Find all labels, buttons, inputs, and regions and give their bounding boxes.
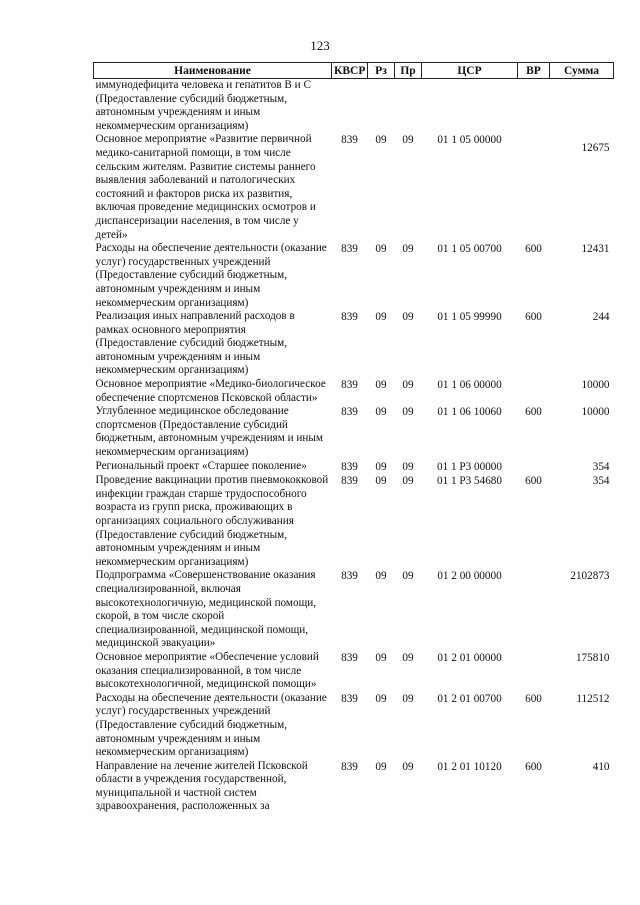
- table-row: [94, 474, 614, 569]
- column-header-name: Наименование: [94, 63, 332, 79]
- row-csr: 01 1 05 00700: [437, 243, 502, 256]
- row-vr: [518, 651, 550, 692]
- row-kvsr: 839: [341, 651, 358, 664]
- row-csr: 01 2 00 00000: [437, 570, 502, 583]
- row-name: Основное мероприятие «Обеспечение условий оказания специализированной, в том числе высокотехнологичной, медицинской помощи»: [95, 650, 319, 691]
- table-row: [94, 378, 614, 405]
- row-pr: 09: [402, 651, 414, 664]
- row-sum: 112512: [576, 692, 610, 705]
- row-pr: 09: [402, 311, 414, 324]
- table-row: [94, 310, 614, 378]
- row-csr: 01 1 P3 54680: [437, 475, 502, 488]
- column-header-rz: Рз: [368, 63, 395, 79]
- row-vr: [518, 569, 550, 651]
- row-rz: 09: [375, 460, 387, 473]
- row-rz: 09: [375, 475, 387, 488]
- row-vr: 600: [525, 692, 542, 705]
- row-vr: [518, 133, 550, 242]
- table-header: [94, 63, 614, 79]
- row-kvsr: 839: [341, 475, 358, 488]
- row-kvsr: 839: [341, 379, 358, 392]
- table-row: [94, 569, 614, 651]
- table-row: [94, 133, 614, 242]
- row-pr: 09: [402, 570, 414, 583]
- row-pr: 09: [402, 460, 414, 473]
- row-name: Региональный проект «Старшее поколение»: [95, 459, 307, 472]
- row-name: Углубленное медицинское обследование спортсменов (Предоставление субсидий бюджетным, автономным учреждениям и иным некоммерческим организациям): [95, 405, 323, 459]
- row-sum: 354: [592, 475, 610, 488]
- row-rz: 09: [375, 406, 387, 419]
- row-vr: [518, 460, 550, 475]
- row-name: Расходы на обеспечение деятельности (оказание услуг) государственных учреждений (Предоставление субсидий бюджетным, автономным учреждениям и иным некоммерческим организациям): [95, 691, 327, 759]
- table-row: [94, 242, 614, 310]
- table-row: [94, 460, 614, 475]
- row-pr: 09: [402, 475, 414, 488]
- table-row: [94, 651, 614, 692]
- row-rz: 09: [375, 651, 387, 664]
- table-body: [94, 79, 614, 815]
- row-pr: [395, 79, 422, 134]
- row-kvsr: 839: [341, 760, 358, 773]
- row-pr: 09: [402, 134, 414, 147]
- row-sum: 10000: [581, 379, 610, 392]
- row-pr: 09: [402, 243, 414, 256]
- row-rz: 09: [375, 311, 387, 324]
- row-sum: 354: [592, 460, 610, 473]
- row-rz: 09: [375, 760, 387, 773]
- row-kvsr: 839: [341, 243, 358, 256]
- row-vr: [518, 378, 550, 405]
- table-row: [94, 692, 614, 760]
- row-sum: 244: [592, 311, 610, 324]
- row-kvsr: 839: [341, 134, 358, 147]
- column-header-sum: Сумма: [550, 63, 614, 79]
- row-pr: 09: [402, 406, 414, 419]
- row-name: Расходы на обеспечение деятельности (оказание услуг) государственных учреждений (Предоставление субсидий бюджетным, автономным учреждениям и иным некоммерческим организациям): [95, 242, 327, 309]
- row-csr: 01 1 P3 00000: [437, 460, 502, 473]
- row-csr: [422, 79, 518, 134]
- row-rz: [368, 79, 395, 134]
- row-pr: 09: [402, 760, 414, 773]
- row-csr: 01 2 01 00700: [437, 692, 502, 705]
- row-csr: 01 2 01 10120: [437, 760, 502, 773]
- row-name: иммунодефицита человека и гепатитов В и С (Предоставление субсидий бюджетным, автономным учреждениям и иным некоммерческим организациям): [95, 79, 311, 132]
- row-csr: 01 1 05 00000: [437, 134, 502, 147]
- row-csr: 01 1 05 99990: [437, 311, 502, 324]
- row-name: Реализация иных направлений расходов в рамках основного мероприятия (Предоставление субсидий бюджетным, автономным учреждениям и иным некоммерческим организациям): [95, 310, 295, 377]
- row-sum: [550, 79, 614, 134]
- row-rz: 09: [375, 379, 387, 392]
- row-kvsr: 839: [341, 460, 358, 473]
- row-vr: 600: [525, 475, 542, 488]
- row-csr: 01 1 06 10060: [437, 406, 502, 419]
- row-pr: 09: [402, 379, 414, 392]
- column-header-pr: Пр: [395, 63, 422, 79]
- row-name: Основное мероприятие «Развитие первичной медико-санитарной помощи, в том числе сельским жителям. Развитие системы раннего выявления заболеваний и патологических состояний и факторов риска их развития, включая проведение медицинских осмотров и диспансеризации населения, в том числе у детей»: [95, 133, 316, 241]
- row-rz: 09: [375, 570, 387, 583]
- row-sum: 12675: [581, 142, 610, 155]
- row-vr: 600: [525, 243, 542, 256]
- row-sum: 2102873: [570, 570, 610, 583]
- row-name: Проведение вакцинации против пневмококковой инфекции граждан старше трудоспособного возраста из групп риска, проживающих в организациях социального обслуживания (Предоставление субсидий бюджетным, автономным учреждениям и иным некоммерческим организациям): [95, 474, 329, 568]
- row-kvsr: 839: [341, 570, 358, 583]
- row-kvsr: 839: [341, 311, 358, 324]
- table-row: [94, 79, 614, 134]
- row-rz: 09: [375, 692, 387, 705]
- table-row: [94, 405, 614, 459]
- column-header-csr: ЦСР: [422, 63, 518, 79]
- row-kvsr: [332, 79, 368, 134]
- table-row: [94, 760, 614, 814]
- row-rz: 09: [375, 134, 387, 147]
- row-vr: 600: [525, 406, 542, 419]
- column-header-vr: ВР: [518, 63, 550, 79]
- row-csr: 01 2 01 00000: [437, 651, 502, 664]
- row-sum: 12431: [581, 243, 610, 256]
- row-vr: [518, 79, 550, 134]
- row-sum: 410: [592, 760, 610, 773]
- row-sum: 175810: [575, 651, 610, 664]
- row-vr: 600: [525, 311, 542, 324]
- row-name: Подпрограмма «Совершенствование оказания специализированной, включая высокотехнологичную, медицинской помощи, скорой, в том числе скорой специализированной, медицинской помощи, медицинской эвакуации»: [95, 569, 317, 650]
- row-rz: 09: [375, 243, 387, 256]
- row-name: Направление на лечение жителей Псковской области в учреждения государственной, муниципальной и частной систем здравоохранения, расположенных за: [95, 759, 308, 813]
- row-pr: 09: [402, 692, 414, 705]
- row-name: Основное мероприятие «Медико-биологическое обеспечение спортсменов Псковской области»: [95, 378, 326, 404]
- column-header-kvsr: КВСР: [332, 63, 368, 79]
- row-vr: 600: [525, 760, 542, 773]
- row-csr: 01 1 06 00000: [437, 379, 502, 392]
- budget-table: [93, 62, 614, 814]
- page-number: 123: [310, 38, 330, 53]
- row-sum: 10000: [581, 406, 610, 419]
- row-kvsr: 839: [341, 692, 358, 705]
- row-kvsr: 839: [341, 406, 358, 419]
